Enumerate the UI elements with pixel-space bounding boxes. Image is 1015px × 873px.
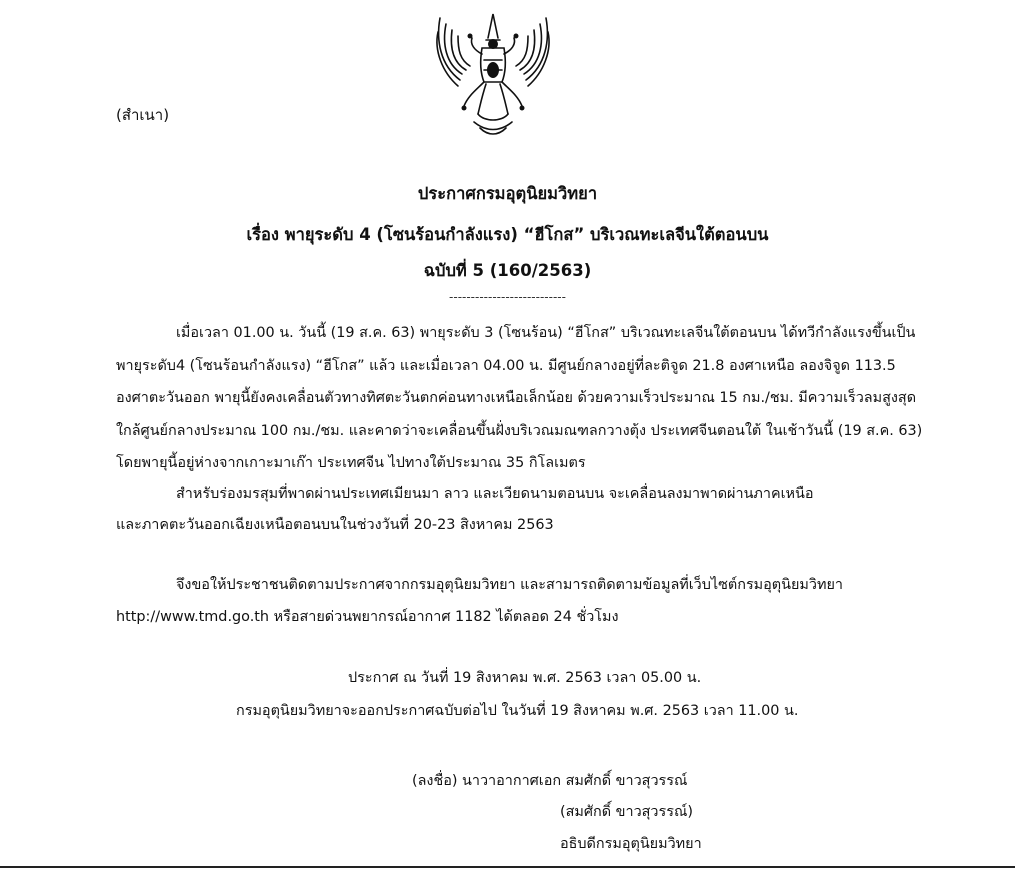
body-line: องศาตะวันออก พายุนี้ยังคงเคลื่อนตัวทางทิศตะวันตกค่อนทางเหนือเล็กน้อย ด้วยความเร็วประมาณ 15 กม./ชม. มีความเร็วลมสูงสุด	[116, 390, 917, 406]
body-line: จึงขอให้ประชาชนติดตามประกาศจากกรมอุตุนิยมวิทยา และสามารถติดตามข้อมูลที่เว็บไซต์กรมอุตุนิยมวิทยา	[176, 577, 843, 593]
signature-name: (สมศักดิ์ ขาวสุวรรณ์)	[560, 804, 693, 820]
body-line: สำหรับร่องมรสุมที่พาดผ่านประเทศเมียนมา ลาว และเวียดนามตอนบน จะเคลื่อนลงมาพาดผ่านภาคเหนือ	[176, 486, 814, 502]
body-line: ใกล้ศูนย์กลางประมาณ 100 กม./ชม. และคาดว่าจะเคลื่อนขึ้นฝั่งบริเวณมณฑลกวางตุ้ง ประเทศจีนตอนใต้ ในเช้าวันนี้ (19 ส.ค. 63)	[116, 423, 923, 439]
document-issue: ฉบับที่ 5 (160/2563)	[423, 261, 592, 280]
document-title: ประกาศกรมอุตุนิยมวิทยา	[417, 184, 598, 203]
next-issue-notice: กรมอุตุนิยมวิทยาจะออกประกาศฉบับต่อไป ในวันที่ 19 สิงหาคม พ.ศ. 2563 เวลา 11.00 น.	[236, 703, 799, 719]
body-line: http://www.tmd.go.th หรือสายด่วนพยากรณ์อากาศ 1182 ได้ตลอด 24 ชั่วโมง	[116, 609, 619, 625]
body-line: เมื่อเวลา 01.00 น. วันนี้ (19 ส.ค. 63) พายุระดับ 3 (โซนร้อน) “ฮีโกส” บริเวณทะเลจีนใต้ตอนบน ได้ทวีกำลังแรงขึ้นเป็น	[176, 325, 916, 341]
bottom-border	[0, 866, 1015, 868]
signature-position: อธิบดีกรมอุตุนิยมวิทยา	[560, 836, 702, 852]
signature-signed: (ลงชื่อ) นาวาอากาศเอก สมศักดิ์ ขาวสุวรรณ์	[412, 773, 688, 789]
body-line: และภาคตะวันออกเฉียงเหนือตอนบนในช่วงวันที่ 20-23 สิงหาคม 2563	[116, 517, 554, 533]
garuda-emblem-icon	[430, 10, 556, 138]
body-line: โดยพายุนี้อยู่ห่างจากเกาะมาเก๊า ประเทศจีน ไปทางใต้ประมาณ 35 กิโลเมตร	[116, 455, 586, 471]
announce-date: ประกาศ ณ วันที่ 19 สิงหาคม พ.ศ. 2563 เวลา 05.00 น.	[348, 670, 702, 686]
separator-line: ---------------------------	[449, 290, 566, 304]
body-line: พายุระดับ4 (โซนร้อนกำลังแรง) “ฮีโกส” แล้ว และเมื่อเวลา 04.00 น. มีศูนย์กลางอยู่ที่ละติจูด 21.8 องศาเหนือ ลองจิจูด 113.5	[116, 358, 896, 374]
document-subject: เรื่อง พายุระดับ 4 (โซนร้อนกำลังแรง) “ฮีโกส” บริเวณทะเลจีนใต้ตอนบน	[246, 225, 769, 244]
copy-label: (สำเนา)	[116, 106, 170, 124]
